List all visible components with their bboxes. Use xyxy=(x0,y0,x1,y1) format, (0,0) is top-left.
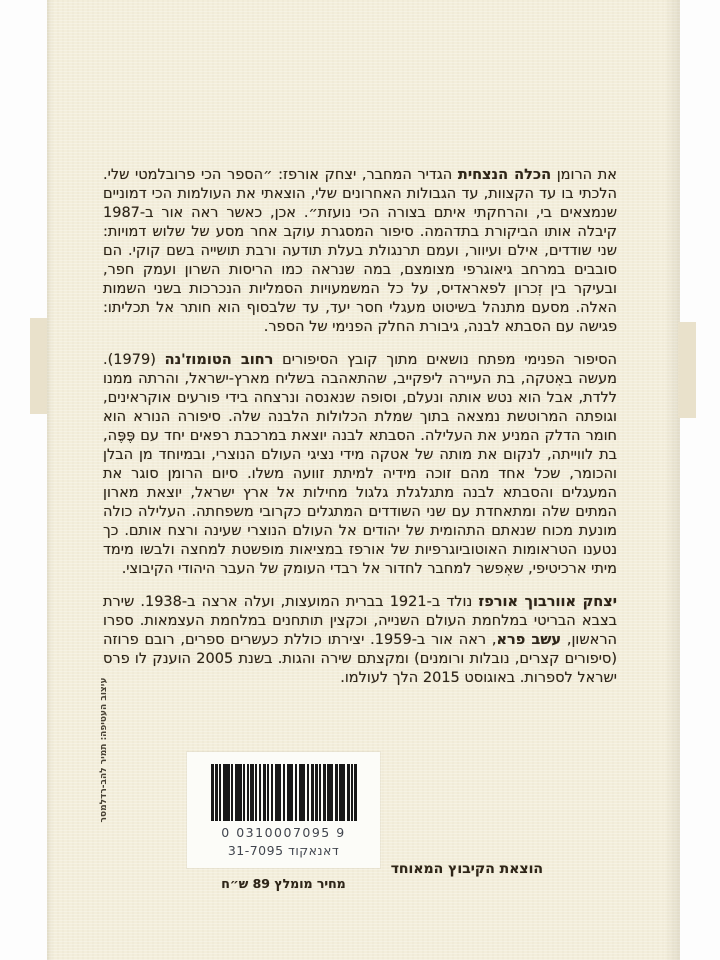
blurb-paragraph-inner-story: הסיפור הפנימי מפתח נושאים מתוך קובץ הסיפורים רחוב הטומוז'נה (1979). מעשה באִטקה, בת העיירה ליפקייב, שהתאהבה בשליח מארץ-ישראל, והרתה ממנו ללדת, אבל הוא נטש אותה ונעלם, וסופה שנאנסה ונרצחה בידי פורעים אוקראינים, וגופתה המרוטשת נמצאה בתוך שמלת הכלולות הלבנה שלה. סיפורה הנורא הוא חומר הדלק המניע את העלילה. הסבתא לבנה יוצאת במרכבת רפאים יחד עם פֶּפֶּה, בת לווייתה, לנקום את מותה של אטקה מידי נציגי העולם הנוצרי, ובמיוחד מן הבלן והכומר, שכל אחד מהם זוכה מידיה למיתת זוועה משלו. סיום הרומן סוגר את המעגלים והסבתא לבנה מתגלגלת גלגול מחילות אל ארץ ישראל, יוצאת מארון המתים שלה ומתאחדת עם שני השודדים המתגלים כקרובי משפחתה. העלילה כולה מונעת מכוח שנאתם התהומית של יהודים אל העולם הנוצרי שעינה ורצח אותם. כך נטענו הטראומות האוטוביוגרפיות של אורפז במציאות מופשטת למחצה ולבשו מימד מיתי ארכיטיפי, שאִפשר למחבר לחדור אל רבדי העומק של העבר היהודי הקיבוצי. xyxy=(103,352,617,577)
barcode-label xyxy=(187,752,380,868)
right-edge-tab xyxy=(678,322,696,418)
publisher-name: הוצאת הקיבוץ המאוחד xyxy=(390,861,543,877)
barcode-number: 0 0310007095 9 xyxy=(221,825,346,840)
cover-design-credit-vertical: עיצוב העטיפה: תמיר להב-רדלמסר xyxy=(99,677,109,823)
barcode-image xyxy=(211,764,357,821)
left-edge-tab xyxy=(30,318,47,414)
danacode-number: דאנאקוד 31-7095 xyxy=(227,843,340,858)
author-bio-paragraph: יצחק אוורבוך אורפז נולד ב-1921 בברית המועצות, ועלה ארצה ב-1938. שירת בצבא הבריטי במלחמת העולם השנייה, וכקצין תותחנים במלחמת העצמאות. ספרו הראשון, עשב פרא, ראה אור ב-1959. יצירתו כוללת כעשרים ספרים, רובם פרוזה (סיפורים קצרים, נובלות ורומנים) ומקצתם שירה והגות. בשנת 2005 הוענק לו פרס ישראל לספרות. באוגוסט 2015 הלך לעולמו. xyxy=(103,594,618,686)
back-cover-blurb xyxy=(103,166,617,688)
blurb-paragraph-novel: את הרומן הכלה הנצחית הגדיר המחבר, יצחק אורפז: ״הספר הכי פרובלמטי שלי. הלכתי בו עד הקצוות, עד הגבולות האחרונים שלי, הוצאתי את העולמות הכי דמוניים שנמצאים בי, והרחקתי איתם בצורה הכי נועזת״. אכן, כאשר ראה אור ב-1987 קיבלה אותו הביקורת בתדהמה. סיפור המסגרת עוקב אחר מסע של שלוש דמויות: שני שודדים, אילם ועיוור, ועמם תרנגולת בעלת תודעה ורבת תושייה בשם קוקי. הם סובבים במרחב גיאוגרפי מצומצם, במה שנראה כמו הריסות השרון ועמק חפר, ובעיקר בין זִכרון לפאראדיס, על כל המשמעויות הסמליות הנכרכות בשני השמות האלה. מסעם מתנהל בשיטוט מעגלי חסר יעד, עד שלבסוף הוא חותר אל תכליתו: פגישה עם הסבתא לבנה, גיבורת החלק הפנימי של הספר. xyxy=(103,167,617,335)
cover-panel xyxy=(47,0,680,960)
recommended-price: מחיר מומלץ 89 ש״ח xyxy=(221,876,346,891)
